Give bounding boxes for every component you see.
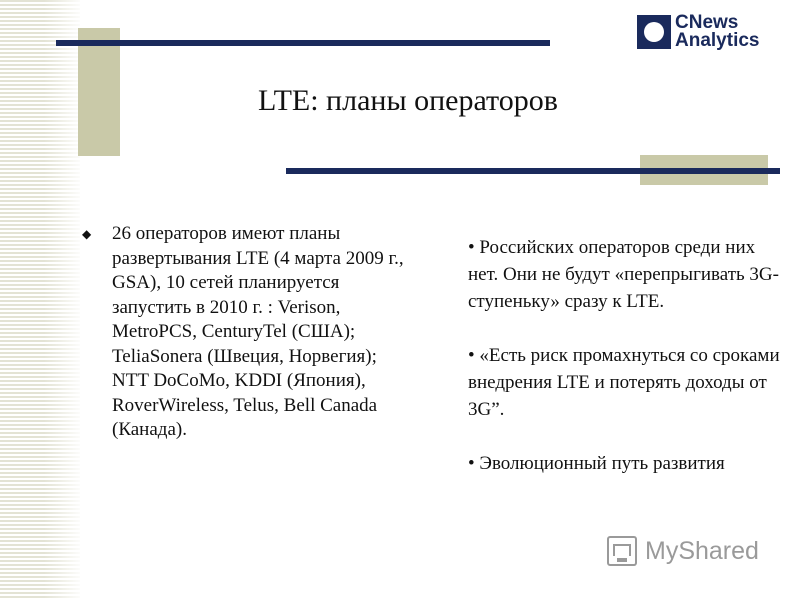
left-column bbox=[80, 222, 410, 443]
myshared-watermark bbox=[607, 536, 759, 566]
right-bullet-2: • «Есть риск промахнуться со сроками внедрения LTE и потерять доходы от 3G”. bbox=[468, 345, 780, 420]
decor-navy-line-top bbox=[56, 40, 550, 46]
logo-text bbox=[675, 14, 759, 50]
logo-line-1: CNews bbox=[675, 12, 739, 33]
logo-line-2: Analytics bbox=[675, 30, 760, 51]
myshared-logo-icon bbox=[607, 536, 637, 566]
right-bullet-1: • Российских операторов среди них нет. Они не будут «перепрыгивать 3G-ступеньку» сразу к LTE. bbox=[468, 237, 779, 312]
slide-title: LTE: планы операторов bbox=[258, 84, 558, 117]
watermark-text: MyShared bbox=[645, 536, 759, 565]
cnews-analytics-logo bbox=[637, 12, 759, 52]
decor-olive-block-top bbox=[78, 28, 120, 156]
stripe-fade bbox=[0, 0, 80, 600]
right-bullet-3: • Эволюционный путь развития bbox=[468, 453, 725, 474]
diamond-bullet-icon: ◆ bbox=[82, 227, 92, 241]
right-column bbox=[468, 234, 788, 504]
left-bullet-text: 26 операторов имеют планы развертывания LTE (4 марта 2009 г., GSA), 10 сетей планируется запустить в 2010 г. : Verison, MetroPCS, CenturyTel (США); TeliaSonera (Швеция, Норвегия); NTT DoCoMo, KDDI (Япония), RoverWireless, Telus, Bell Canada (Канада). bbox=[112, 223, 404, 440]
decor-navy-line-middle bbox=[286, 168, 780, 174]
cnews-logo-icon bbox=[637, 15, 671, 49]
left-bullet bbox=[80, 222, 410, 443]
